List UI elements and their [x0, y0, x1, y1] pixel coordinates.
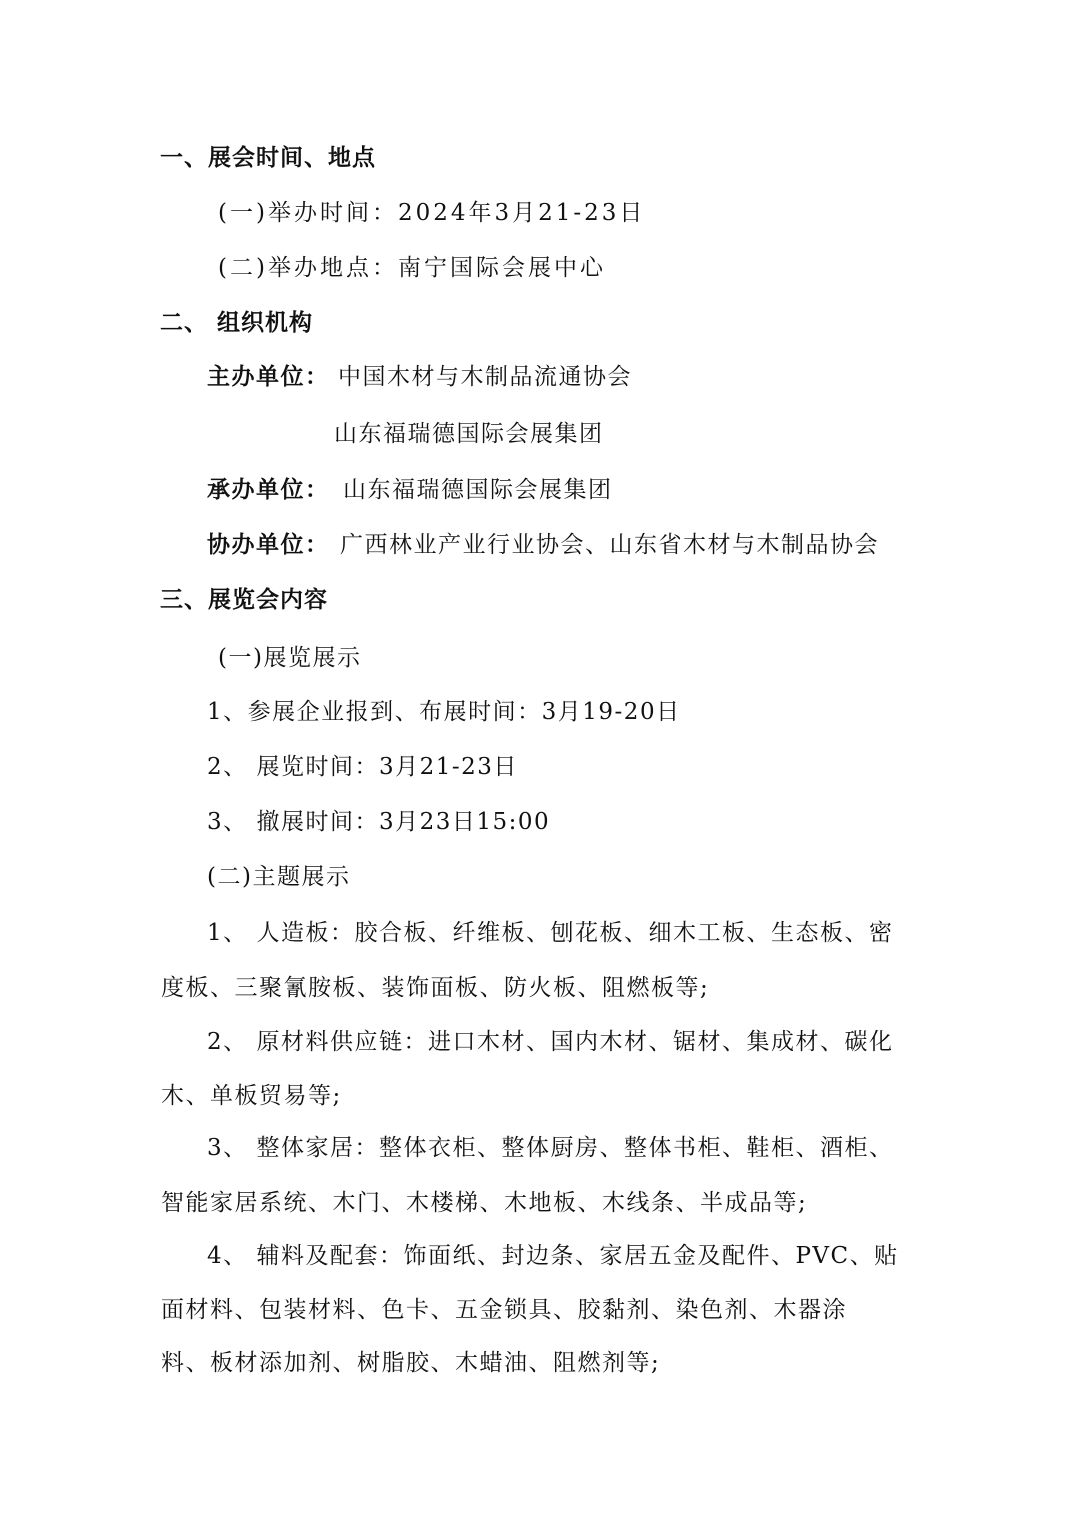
organizer-org: 山东福瑞德国际会展集团 [343, 477, 613, 503]
section-3-heading: 三、展览会内容 [160, 587, 328, 613]
host-org-1: 中国木材与木制品流通协会 [338, 364, 632, 390]
co-organizer-orgs: 广西林业产业行业协会、山东省木材与木制品协会 [340, 532, 879, 558]
event-time: (一)举办时间：2024年3月21-23日 [218, 200, 646, 226]
section-1-heading: 一、展会时间、地点 [160, 145, 376, 171]
event-place: (二)举办地点：南宁国际会展中心 [218, 255, 606, 281]
co-organizer-label: 协办单位： [207, 532, 330, 558]
host-label: 主办单位： [207, 364, 330, 390]
schedule-item-1: 1、参展企业报到、布展时间：3月19-20日 [207, 699, 681, 725]
theme-2-line-2: 木、单板贸易等; [161, 1083, 342, 1109]
theme-4-line-2: 面材料、包装材料、色卡、五金锁具、胶黏剂、染色剂、木器涂 [161, 1297, 847, 1323]
theme-1-line-1: 1、 人造板：胶合板、纤维板、刨花板、细木工板、生态板、密 [207, 920, 894, 946]
theme-1-line-2: 度板、三聚氰胺板、装饰面板、防火板、阻燃板等; [161, 975, 710, 1001]
host-org-2: 山东福瑞德国际会展集团 [334, 421, 604, 447]
theme-3-line-2: 智能家居系统、木门、木楼梯、木地板、木线条、半成品等; [161, 1190, 808, 1216]
schedule-item-3: 3、 撤展时间：3月23日15:00 [207, 809, 551, 835]
theme-4-line-1: 4、 辅料及配套：饰面纸、封边条、家居五金及配件、PVC、贴 [207, 1243, 899, 1269]
theme-2-line-1: 2、 原材料供应链：进口木材、国内木材、锯材、集成材、碳化 [207, 1029, 894, 1055]
theme-4-line-3: 料、板材添加剂、树脂胶、木蜡油、阻燃剂等; [161, 1350, 661, 1376]
theme-3-line-1: 3、 整体家居：整体衣柜、整体厨房、整体书柜、鞋柜、酒柜、 [207, 1135, 894, 1161]
schedule-item-2: 2、 展览时间：3月21-23日 [207, 754, 518, 780]
organizer-label: 承办单位： [207, 477, 330, 503]
section-2-heading: 二、 组织机构 [160, 310, 314, 336]
subheading-exhibition: (一)展览展示 [218, 645, 362, 671]
subheading-themes: (二)主题展示 [207, 864, 351, 890]
